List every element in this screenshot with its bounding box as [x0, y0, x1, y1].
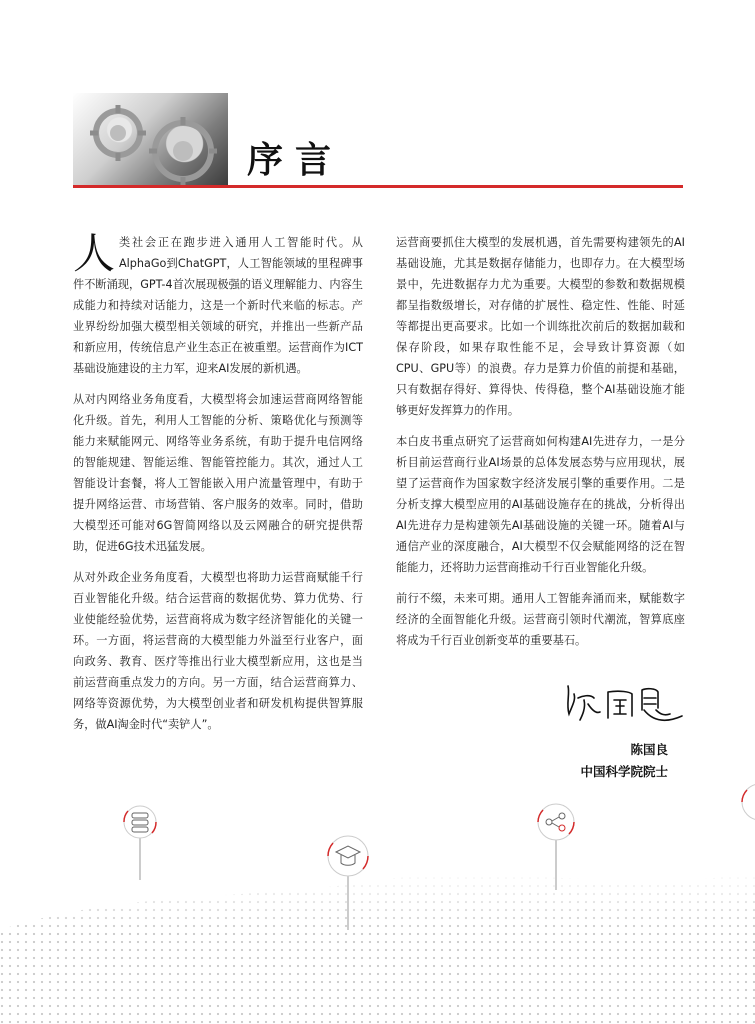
gears-illustration [73, 93, 228, 185]
title-divider [73, 185, 683, 188]
signature-role: 中国科学院院士 [580, 764, 668, 779]
paragraph: 本白皮书重点研究了运营商如何构建AI先进存力，一是分析目前运营商行业AI场景的总体发展态势与应用现状，展望了运营商作为国家数字经济发展引擎的重要作用。二是分析支撑大模型应用的AI基础设施存在的挑战，分析得出AI先进存力是构建领先AI基础设施的关键一环。随着AI与通信产业的深度融合，AI大模型不仅会赋能网络的泛在智能能力，还将助力运营商推动千行百业智能化升级。 [396, 435, 685, 574]
paragraph: 运营商要抓住大模型的发展机遇，首先需要构建领先的AI基础设施，尤其是数据存储能力，也即存力。在大模型场景中，先进数据存力尤为重要。大模型的参数和数据规模都呈指数级增长，对存储的扩展性、稳定性、性能、时延等都提出更高要求。比如一个训练批次前后的数据加载和保存阶段，如果存取性能不足，会导致计算资源（如CPU、GPU等）的浪费。存力是算力价值的前提和基础，只有数据存得好、算得快、传得稳，整个AI基础设施才能够更好发挥算力的作用。 [396, 236, 685, 417]
paragraph: 从对外政企业务角度看，大模型也将助力运营商赋能千行百业智能化升级。结合运营商的数据优势、算力优势、行业使能经验优势，运营商将成为数字经济智能化的关键一环。一方面，将运营商的大模型能力外溢至行业客户，面向政务、教育、医疗等推出行业大模型新应用，这也是当前运营商重点发力的方向。另一方面，结合运营商算力、网络等资源优势，为大模型创业者和研发机构提供智算服务，做AI淘金时代“卖铲人”。 [73, 571, 363, 731]
handwritten-signature [560, 680, 685, 728]
decorative-footer [0, 780, 755, 1024]
right-column [396, 232, 685, 661]
header-gears-image [73, 93, 228, 185]
partial-circle-icon [742, 784, 755, 820]
paragraph-text: 类社会正在跑步进入通用人工智能时代。从AlphaGo到ChatGPT，人工智能领域的里程碑事件不断涌现，GPT-4首次展现极强的语义理解能力、内容生成能力和持续对话能力，这是一个新时代来临的标志。产业界纷纷加强大模型相关领域的研究，并推出一些新产品和新应用，传统信息产业生态正在被重塑。运营商作为ICT基础设施建设的主力军，迎来AI发展的新机遇。 [73, 236, 363, 375]
page-title: 序言 [247, 140, 344, 181]
database-icon [124, 806, 156, 880]
paragraph: 从对内网络业务角度看，大模型将会加速运营商网络智能化升级。首先，利用人工智能的分析、策略优化与预测等能力来赋能网元、网络等业务系统，有助于提升电信网络的智能规建、智能运维、智能管控能力。其次，通过人工智能设计套餐，将人工智能嵌入用户流量管理中，有助于提升网络运营、市场营销、客户服务的效率。同时，借助大模型还可能对6G智简网络以及云网融合的研究提供帮助，促进6G技术迅猛发展。 [73, 393, 363, 553]
paragraph: 前行不缀，未来可期。通用人工智能奔涌而来，赋能数字经济的全面智能化升级。运营商引领时代潮流，智算底座将成为千行百业创新变革的重要基石。 [396, 592, 685, 647]
left-column [73, 229, 363, 745]
signature-name: 陈国良 [630, 742, 668, 757]
paragraph [73, 229, 363, 379]
drop-cap: 人 [73, 229, 116, 278]
